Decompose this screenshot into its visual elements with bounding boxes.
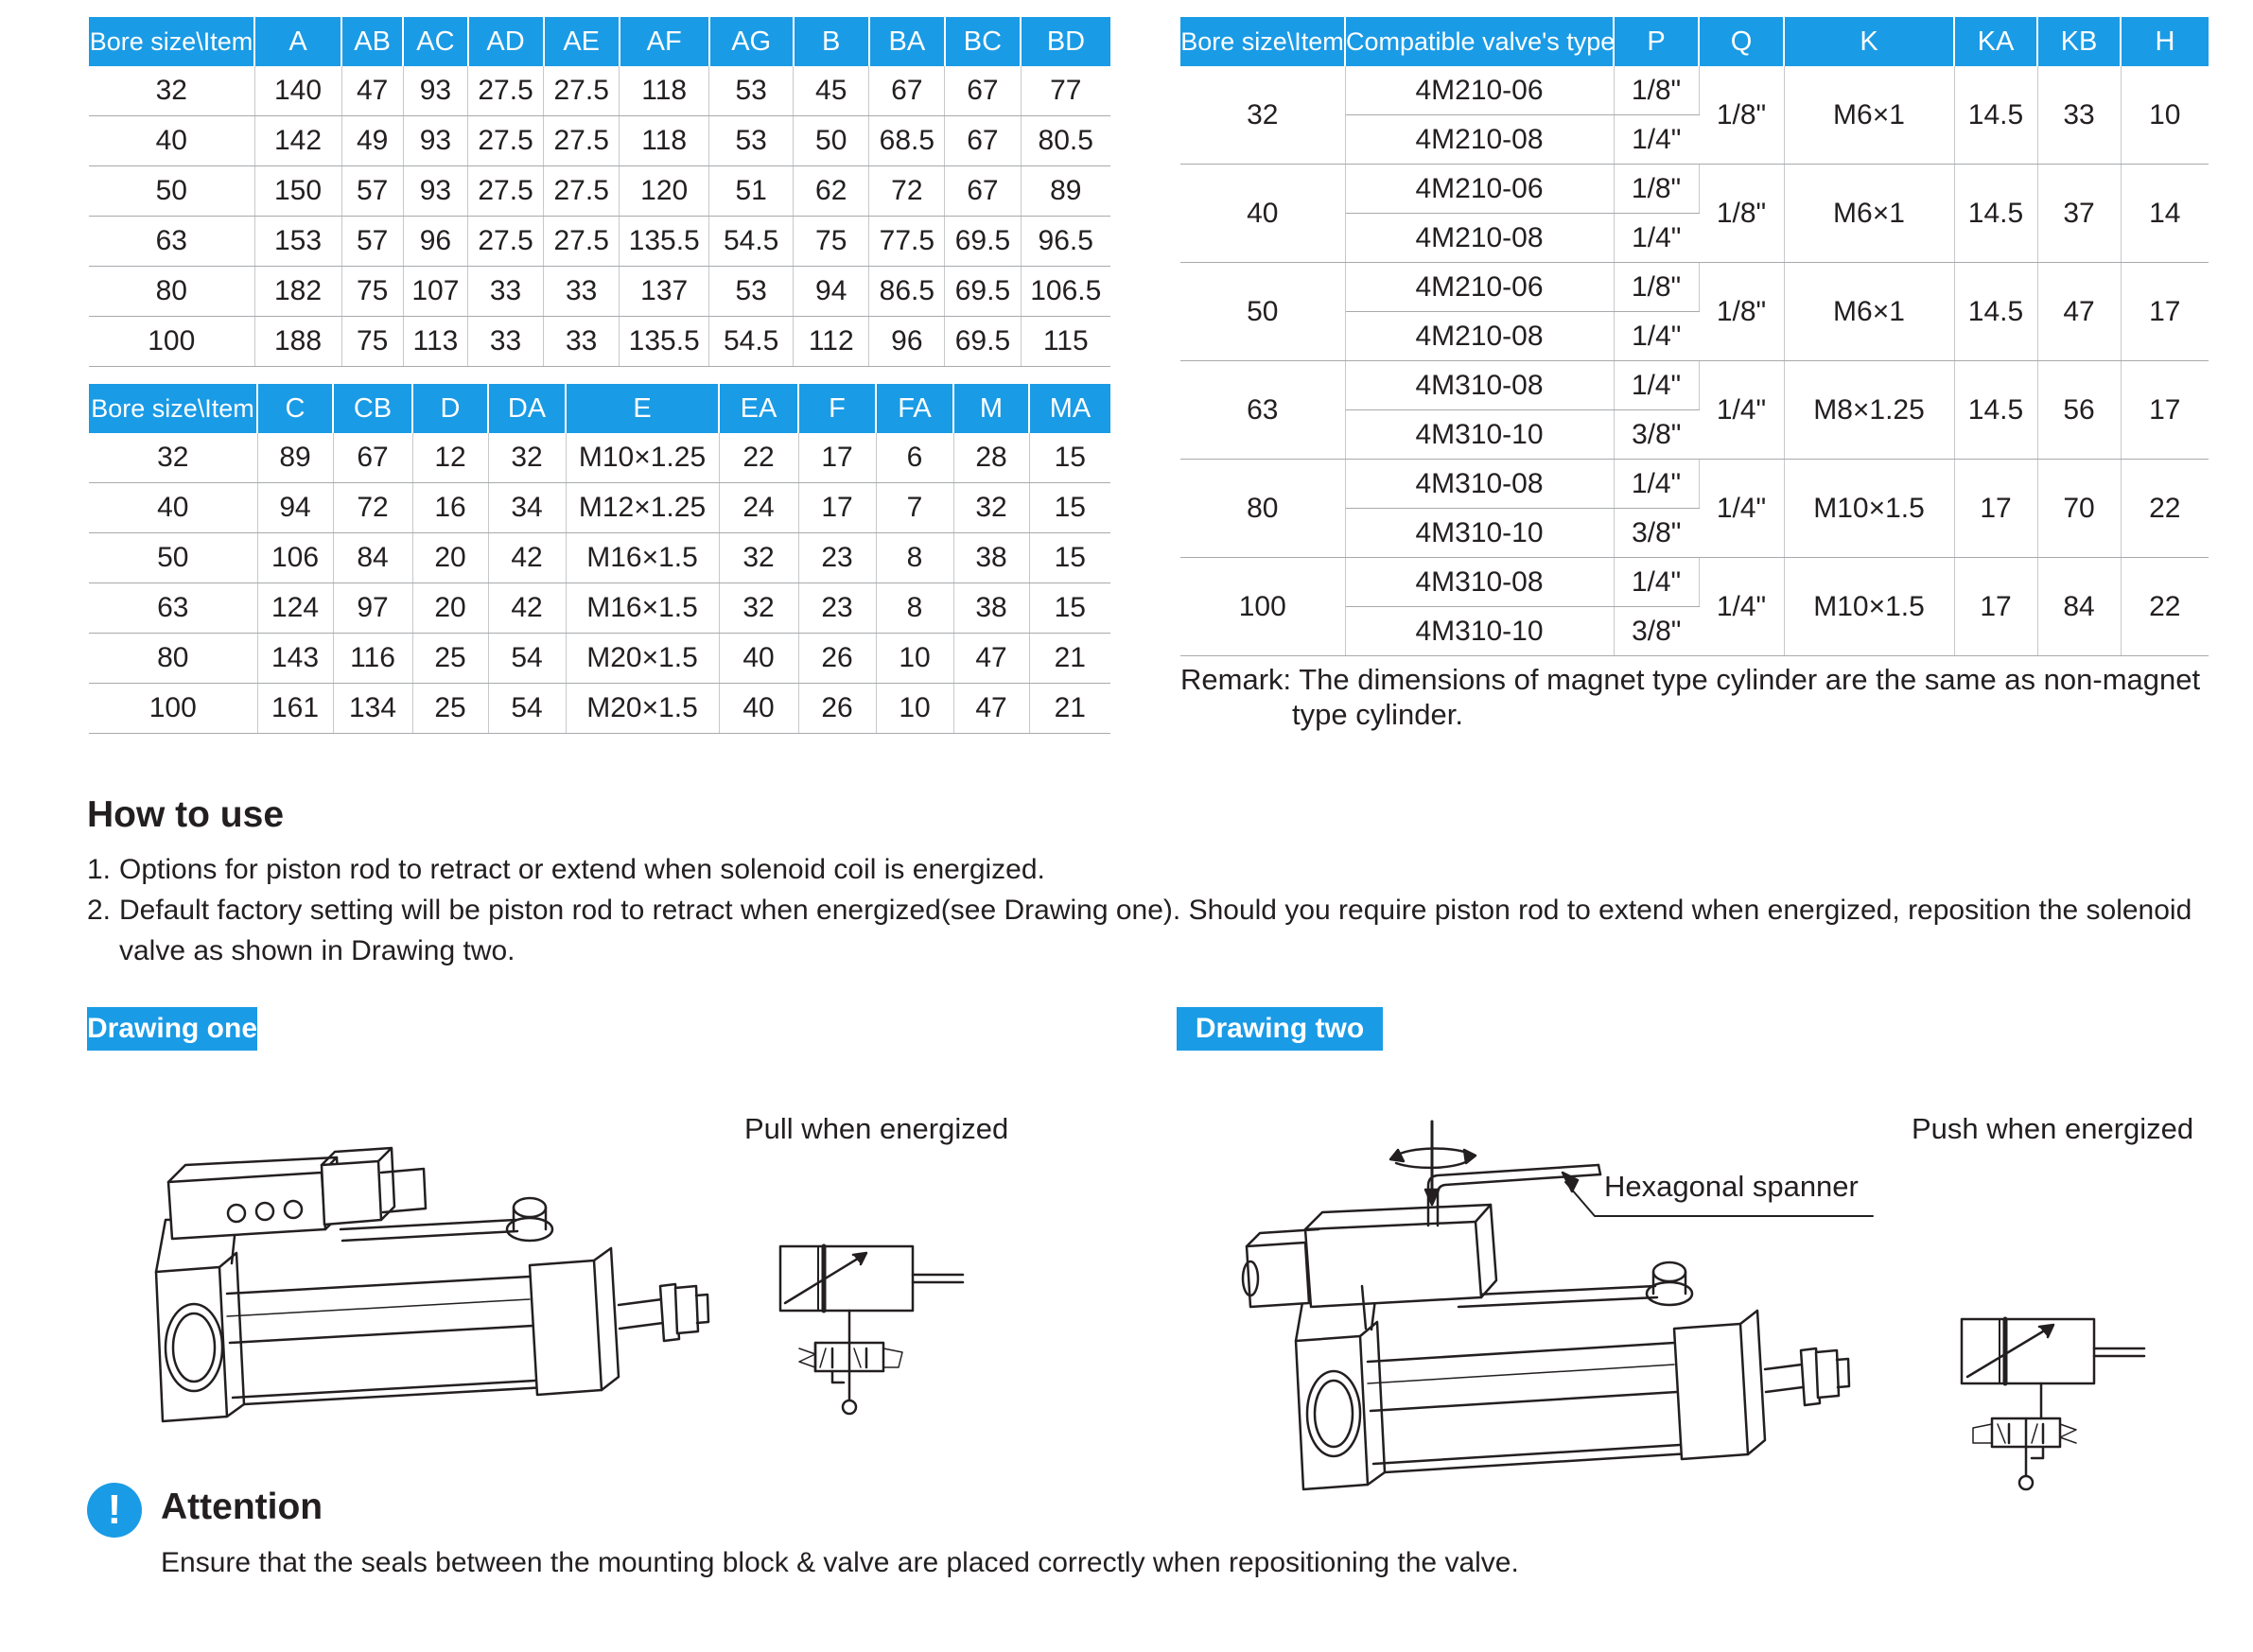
dimension-table-b [89, 384, 1110, 734]
table-cell: 80 [89, 267, 254, 317]
table-cell: 40 [719, 634, 798, 684]
port-p-cell: 1/8" [1614, 66, 1699, 115]
ka-cell: 14.5 [1954, 165, 2037, 263]
table-cell: 182 [254, 267, 341, 317]
table-cell: 53 [709, 267, 794, 317]
table-row [89, 583, 1110, 634]
table-cell: 40 [89, 116, 254, 166]
table-cell: M20×1.5 [566, 684, 719, 734]
remark-text-line1: The dimensions of magnet type cylinder are the same as non-magnet [1299, 663, 2201, 696]
table-cell: 32 [719, 583, 798, 634]
how-to-use-item [87, 890, 2215, 971]
table-cell: 67 [945, 66, 1021, 116]
table-cell: 94 [794, 267, 869, 317]
table-cell: 27.5 [544, 217, 620, 267]
table-cell: 33 [468, 317, 544, 367]
column-header: BC [945, 17, 1021, 66]
kb-cell: 84 [2037, 558, 2121, 656]
valve-type-cell: 4M210-06 [1345, 263, 1614, 312]
port-p-cell: 1/4" [1614, 312, 1699, 361]
port-p-cell: 3/8" [1614, 509, 1699, 558]
column-header: P [1614, 17, 1699, 66]
table-cell: 67 [945, 116, 1021, 166]
table-cell: 115 [1021, 317, 1110, 367]
column-header: FA [876, 384, 953, 433]
table-cell: 137 [620, 267, 709, 317]
table-cell: 106 [257, 533, 333, 583]
table-cell: 47 [341, 66, 403, 116]
remark-label: Remark: [1180, 663, 1292, 696]
table-cell: 63 [89, 217, 254, 267]
table-cell: 188 [254, 317, 341, 367]
dimension-table-a [89, 17, 1110, 367]
port-q-cell: 1/4" [1699, 558, 1784, 656]
table-cell: 77.5 [869, 217, 945, 267]
column-header: AG [709, 17, 794, 66]
table-b-header-row [89, 384, 1110, 433]
table-row [1180, 460, 2209, 509]
column-header: AD [468, 17, 544, 66]
valve-symbol-two [1962, 1319, 2144, 1489]
table-cell: 17 [798, 483, 876, 533]
table-cell: 21 [1029, 634, 1110, 684]
table-cell: 68.5 [869, 116, 945, 166]
port-p-cell: 1/4" [1614, 115, 1699, 165]
table-cell: 67 [869, 66, 945, 116]
table-row [1180, 66, 2209, 115]
h-cell: 14 [2121, 165, 2209, 263]
table-b-body [89, 433, 1110, 734]
port-p-cell: 1/4" [1614, 558, 1699, 607]
table-row [89, 634, 1110, 684]
ka-cell: 14.5 [1954, 66, 2037, 165]
kb-cell: 56 [2037, 361, 2121, 460]
column-header: AB [341, 17, 403, 66]
thread-k-cell: M10×1.5 [1784, 460, 1954, 558]
table-cell: 113 [403, 317, 467, 367]
column-header: C [257, 384, 333, 433]
table-row [89, 217, 1110, 267]
table-cell: M12×1.25 [566, 483, 719, 533]
table-cell: 93 [403, 116, 467, 166]
table-cell: 33 [544, 267, 620, 317]
table-cell: 53 [709, 66, 794, 116]
port-q-cell: 1/8" [1699, 263, 1784, 361]
table-cell: 54.5 [709, 217, 794, 267]
table-cell: 10 [876, 684, 953, 734]
table-cell: 6 [876, 433, 953, 483]
h-cell: 22 [2121, 558, 2209, 656]
table-cell: 32 [89, 433, 257, 483]
valve-type-cell: 4M210-08 [1345, 312, 1614, 361]
h-cell: 17 [2121, 263, 2209, 361]
table-cell: 40 [719, 684, 798, 734]
table-cell: 75 [341, 317, 403, 367]
port-p-cell: 3/8" [1614, 607, 1699, 656]
hexagonal-spanner-label: Hexagonal spanner [1604, 1170, 1859, 1203]
valve-symbol-one [780, 1246, 963, 1414]
table-cell: 50 [89, 166, 254, 217]
table-cell: 27.5 [468, 217, 544, 267]
table-cell: 38 [953, 533, 1029, 583]
table-cell: 100 [89, 684, 257, 734]
table-a-header-row [89, 17, 1110, 66]
port-q-cell: 1/4" [1699, 460, 1784, 558]
table-row [89, 533, 1110, 583]
thread-k-cell: M8×1.25 [1784, 361, 1954, 460]
valve-type-cell: 4M310-08 [1345, 558, 1614, 607]
table-row [89, 317, 1110, 367]
table-cell: 12 [412, 433, 488, 483]
table-row [1180, 263, 2209, 312]
table-cell: 50 [794, 116, 869, 166]
valve-type-cell: 4M210-08 [1345, 115, 1614, 165]
list-number: 2. [87, 895, 112, 926]
table-c-header-row [1180, 17, 2209, 66]
table-cell: 135.5 [620, 217, 709, 267]
valve-compatibility-table [1180, 17, 2209, 656]
table-cell: 135.5 [620, 317, 709, 367]
table-cell: 124 [257, 583, 333, 634]
table-a-body [89, 66, 1110, 367]
column-header: AE [544, 17, 620, 66]
table-cell: 25 [412, 684, 488, 734]
attention-text: Ensure that the seals between the mounting block & valve are placed correctly when repositioning the valve. [161, 1547, 1519, 1578]
port-p-cell: 1/8" [1614, 263, 1699, 312]
column-header: AC [403, 17, 467, 66]
table-cell: 143 [257, 634, 333, 684]
table-cell: 27.5 [468, 166, 544, 217]
table-cell: 93 [403, 66, 467, 116]
bore-size-cell: 100 [1180, 558, 1345, 656]
table-cell: 96 [403, 217, 467, 267]
table-cell: 69.5 [945, 217, 1021, 267]
table-cell: 45 [794, 66, 869, 116]
table-cell: 15 [1029, 583, 1110, 634]
table-cell: 25 [412, 634, 488, 684]
column-header: K [1784, 17, 1954, 66]
table-cell: 67 [945, 166, 1021, 217]
cylinder-drawing-one [156, 1148, 708, 1421]
table-row [89, 433, 1110, 483]
table-cell: 94 [257, 483, 333, 533]
column-header: A [254, 17, 341, 66]
thread-k-cell: M10×1.5 [1784, 558, 1954, 656]
table-cell: 8 [876, 583, 953, 634]
h-cell: 10 [2121, 66, 2209, 165]
port-q-cell: 1/8" [1699, 165, 1784, 263]
table-row [89, 483, 1110, 533]
how-to-use-item [87, 849, 2215, 890]
ka-cell: 17 [1954, 460, 2037, 558]
list-text: Options for piston rod to retract or extend when solenoid coil is energized. [119, 854, 1045, 885]
table-cell: 97 [333, 583, 412, 634]
column-header: E [566, 384, 719, 433]
table-row [89, 267, 1110, 317]
valve-type-cell: 4M310-08 [1345, 361, 1614, 410]
port-q-cell: 1/4" [1699, 361, 1784, 460]
table-cell: 89 [1021, 166, 1110, 217]
table-cell: 50 [89, 533, 257, 583]
drawing-two-tag: Drawing two [1177, 1007, 1383, 1051]
table-cell: 77 [1021, 66, 1110, 116]
ka-cell: 17 [1954, 558, 2037, 656]
table-cell: M16×1.5 [566, 583, 719, 634]
table-cell: 17 [798, 433, 876, 483]
table-cell: 22 [719, 433, 798, 483]
table-cell: 24 [719, 483, 798, 533]
table-cell: M16×1.5 [566, 533, 719, 583]
table-cell: M20×1.5 [566, 634, 719, 684]
table-cell: 69.5 [945, 317, 1021, 367]
table-cell: 80 [89, 634, 257, 684]
push-when-energized-caption: Push when energized [1912, 1112, 2194, 1145]
table-cell: 20 [412, 533, 488, 583]
table-cell: 49 [341, 116, 403, 166]
valve-type-cell: 4M210-06 [1345, 165, 1614, 214]
valve-type-cell: 4M310-08 [1345, 460, 1614, 509]
table-row [1180, 558, 2209, 607]
bore-size-cell: 32 [1180, 66, 1345, 165]
table-cell: 67 [333, 433, 412, 483]
table-cell: 47 [953, 634, 1029, 684]
valve-type-cell: 4M310-10 [1345, 410, 1614, 460]
port-p-cell: 1/8" [1614, 165, 1699, 214]
table-cell: 120 [620, 166, 709, 217]
table-cell: 32 [488, 433, 566, 483]
table-cell: 57 [341, 217, 403, 267]
table-cell: 54 [488, 634, 566, 684]
table-cell: 89 [257, 433, 333, 483]
column-header: Bore size\Item [1180, 17, 1345, 66]
drawing-one-tag: Drawing one [87, 1007, 257, 1051]
table-row [1180, 361, 2209, 410]
remark [1180, 662, 2211, 732]
table-cell: 161 [257, 684, 333, 734]
table-cell: 15 [1029, 483, 1110, 533]
column-header: AF [620, 17, 709, 66]
table-cell: 27.5 [544, 116, 620, 166]
table-cell: 20 [412, 583, 488, 634]
valve-type-cell: 4M210-08 [1345, 214, 1614, 263]
table-cell: 96.5 [1021, 217, 1110, 267]
table-cell: 15 [1029, 433, 1110, 483]
column-header: CB [333, 384, 412, 433]
table-cell: 118 [620, 66, 709, 116]
table-cell: 26 [798, 634, 876, 684]
table-cell: 42 [488, 533, 566, 583]
table-cell: 54.5 [709, 317, 794, 367]
table-cell: 32 [719, 533, 798, 583]
table-cell: 84 [333, 533, 412, 583]
table-cell: 42 [488, 583, 566, 634]
exclamation-icon: ! [87, 1483, 142, 1538]
table-cell: 118 [620, 116, 709, 166]
table-cell: 86.5 [869, 267, 945, 317]
table-row [89, 116, 1110, 166]
table-cell: 112 [794, 317, 869, 367]
table-cell: 62 [794, 166, 869, 217]
bore-size-cell: 50 [1180, 263, 1345, 361]
table-cell: 53 [709, 116, 794, 166]
table-row [89, 166, 1110, 217]
table-cell: 134 [333, 684, 412, 734]
ka-cell: 14.5 [1954, 361, 2037, 460]
table-c-body [1180, 66, 2209, 656]
table-cell: 28 [953, 433, 1029, 483]
table-cell: 23 [798, 533, 876, 583]
port-p-cell: 1/4" [1614, 361, 1699, 410]
thread-k-cell: M6×1 [1784, 263, 1954, 361]
h-cell: 22 [2121, 460, 2209, 558]
column-header: Bore size\Item [89, 384, 257, 433]
table-cell: 10 [876, 634, 953, 684]
table-cell: 51 [709, 166, 794, 217]
table-cell: 142 [254, 116, 341, 166]
table-cell: 63 [89, 583, 257, 634]
ka-cell: 14.5 [1954, 263, 2037, 361]
table-cell: 27.5 [544, 166, 620, 217]
column-header: MA [1029, 384, 1110, 433]
remark-text-line2: type cylinder. [1292, 698, 1463, 731]
column-header: Compatible valve's type [1345, 17, 1614, 66]
table-cell: 72 [869, 166, 945, 217]
how-to-use-list [87, 849, 2215, 971]
bore-size-cell: 40 [1180, 165, 1345, 263]
list-number: 1. [87, 854, 112, 885]
table-cell: 26 [798, 684, 876, 734]
table-cell: 27.5 [544, 66, 620, 116]
column-header: F [798, 384, 876, 433]
table-cell: 96 [869, 317, 945, 367]
table-cell: 116 [333, 634, 412, 684]
table-cell: 100 [89, 317, 254, 367]
table-cell: 33 [544, 317, 620, 367]
table-cell: 93 [403, 166, 467, 217]
thread-k-cell: M6×1 [1784, 165, 1954, 263]
column-header: KB [2037, 17, 2121, 66]
table-row [1180, 165, 2209, 214]
table-cell: 69.5 [945, 267, 1021, 317]
kb-cell: 33 [2037, 66, 2121, 165]
table-cell: 21 [1029, 684, 1110, 734]
table-cell: 15 [1029, 533, 1110, 583]
table-cell: 57 [341, 166, 403, 217]
table-cell: 72 [333, 483, 412, 533]
column-header: KA [1954, 17, 2037, 66]
table-cell: 40 [89, 483, 257, 533]
valve-type-cell: 4M310-10 [1345, 509, 1614, 558]
column-header: B [794, 17, 869, 66]
bore-size-cell: 63 [1180, 361, 1345, 460]
kb-cell: 70 [2037, 460, 2121, 558]
port-p-cell: 1/4" [1614, 460, 1699, 509]
table-cell: 32 [89, 66, 254, 116]
table-cell: 34 [488, 483, 566, 533]
table-cell: M10×1.25 [566, 433, 719, 483]
table-cell: 38 [953, 583, 1029, 634]
table-cell: 75 [341, 267, 403, 317]
kb-cell: 37 [2037, 165, 2121, 263]
column-header: D [412, 384, 488, 433]
column-header: EA [719, 384, 798, 433]
port-p-cell: 1/4" [1614, 214, 1699, 263]
column-header: BA [869, 17, 945, 66]
port-q-cell: 1/8" [1699, 66, 1784, 165]
table-row [89, 684, 1110, 734]
how-to-use-heading: How to use [87, 794, 285, 835]
bore-size-cell: 80 [1180, 460, 1345, 558]
port-p-cell: 3/8" [1614, 410, 1699, 460]
table-cell: 8 [876, 533, 953, 583]
column-header: DA [488, 384, 566, 433]
kb-cell: 47 [2037, 263, 2121, 361]
column-header: Bore size\Item [89, 17, 254, 66]
table-cell: 140 [254, 66, 341, 116]
column-header: H [2121, 17, 2209, 66]
h-cell: 17 [2121, 361, 2209, 460]
table-cell: 33 [468, 267, 544, 317]
table-cell: 23 [798, 583, 876, 634]
table-cell: 47 [953, 684, 1029, 734]
table-cell: 106.5 [1021, 267, 1110, 317]
table-cell: 153 [254, 217, 341, 267]
table-cell: 107 [403, 267, 467, 317]
table-cell: 7 [876, 483, 953, 533]
column-header: M [953, 384, 1029, 433]
table-cell: 75 [794, 217, 869, 267]
table-cell: 150 [254, 166, 341, 217]
pull-when-energized-caption: Pull when energized [744, 1112, 1009, 1145]
table-cell: 27.5 [468, 116, 544, 166]
valve-type-cell: 4M210-06 [1345, 66, 1614, 115]
valve-type-cell: 4M310-10 [1345, 607, 1614, 656]
table-cell: 32 [953, 483, 1029, 533]
table-row [89, 66, 1110, 116]
table-cell: 27.5 [468, 66, 544, 116]
column-header: BD [1021, 17, 1110, 66]
table-cell: 54 [488, 684, 566, 734]
thread-k-cell: M6×1 [1784, 66, 1954, 165]
list-text: Default factory setting will be piston rod to retract when energized(see Drawing one). Should you require piston rod to extend when energized, reposition the solenoid valve as shown in Drawing two. [119, 895, 2192, 966]
table-cell: 16 [412, 483, 488, 533]
attention-heading: Attention [161, 1487, 323, 1527]
table-cell: 80.5 [1021, 116, 1110, 166]
column-header: Q [1699, 17, 1784, 66]
